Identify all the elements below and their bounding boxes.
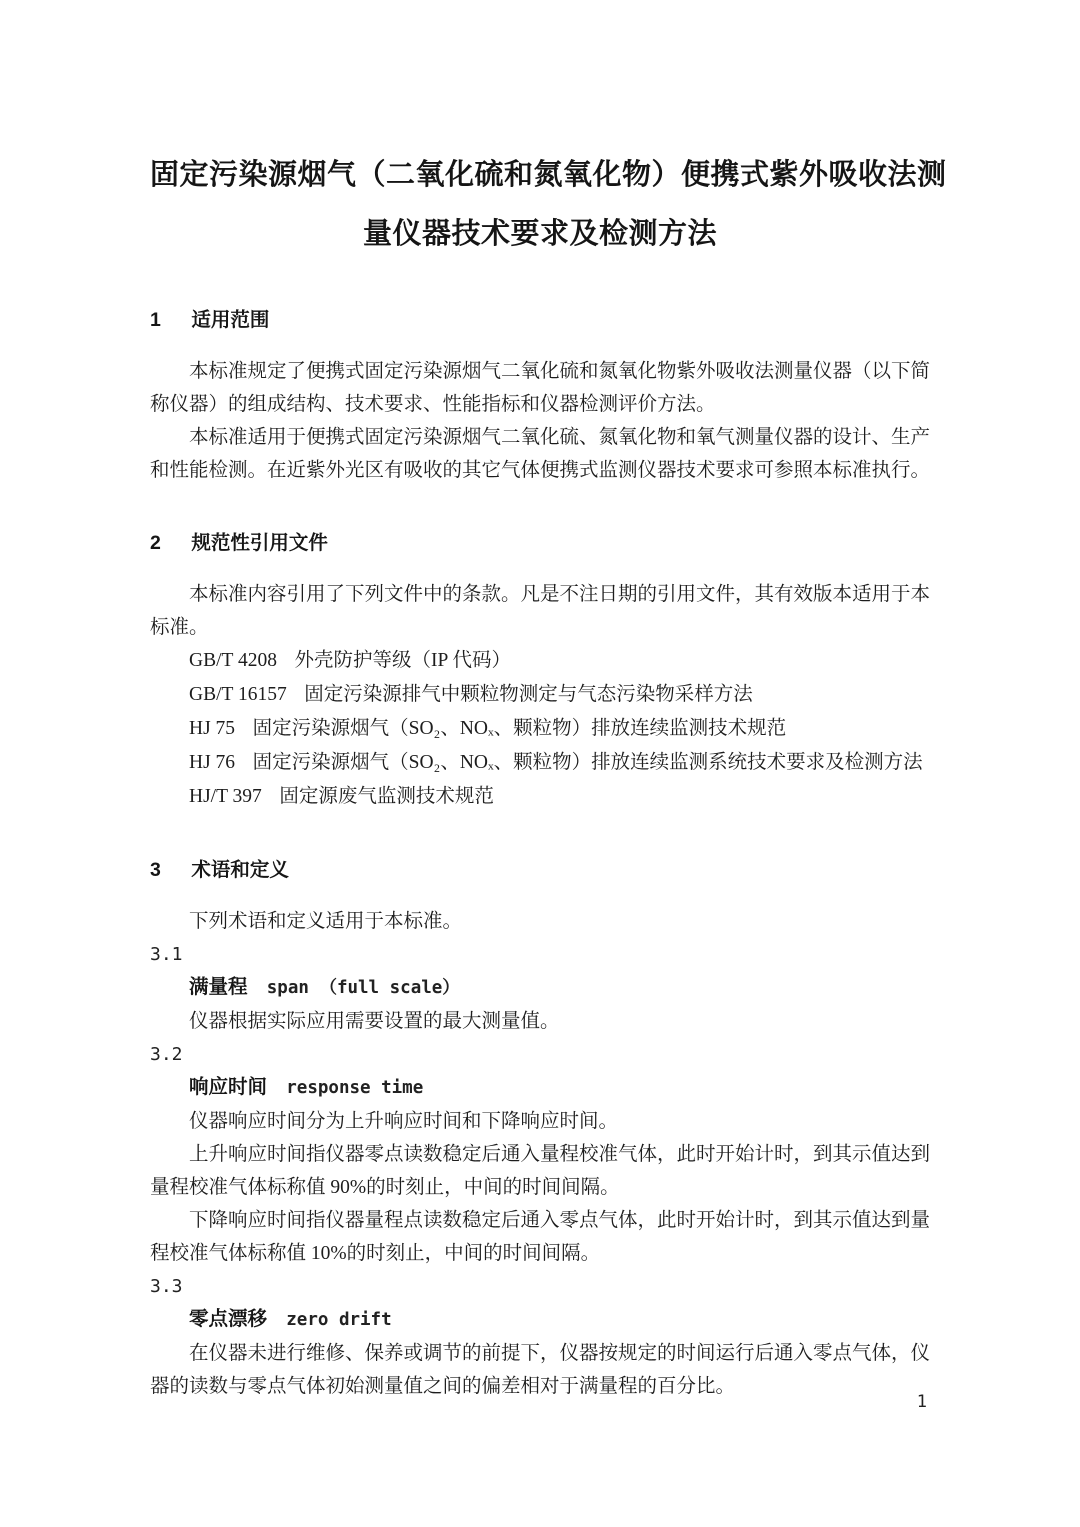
section-title: 适用范围 xyxy=(191,309,270,331)
term-entry xyxy=(150,938,930,1038)
terms-intro: 下列术语和定义适用于本标准。 xyxy=(189,911,463,932)
term-name-line xyxy=(150,1071,930,1105)
term-name-line xyxy=(150,1303,930,1337)
reference-title: 固定污染源烟气（SO₂、NOₓ、颗粒物）排放连续监测技术规范 xyxy=(252,718,787,739)
paragraph: 本标准适用于便携式固定污染源烟气二氧化硫、氮氧化物和氧气测量仪器的设计、生产和性能检测。在近紫外光区有吸收的其它气体便携式监测仪器技术要求可参照本标准执行。 xyxy=(150,427,931,481)
document-title-line-1: 固定污染源烟气（二氧化硫和氮氧化物）便携式紫外吸收法测 xyxy=(150,159,947,191)
clause-number: 3.3 xyxy=(150,1276,183,1297)
term-name-en: zero drift xyxy=(286,1310,392,1330)
term-name-zh: 满量程 xyxy=(189,976,248,998)
reference-id: HJ 75 xyxy=(189,718,236,739)
reference-item xyxy=(150,678,930,712)
section-normative-references xyxy=(150,527,930,814)
page-number: 1 xyxy=(916,1392,927,1412)
reference-list xyxy=(150,644,930,814)
term-entry xyxy=(150,1270,930,1403)
term-definition: 在仪器未进行维修、保养或调节的前提下，仪器按规定的时间运行后通入零点气体，仪器的读数与零点气体初始测量值之间的偏差相对于满量程的百分比。 xyxy=(150,1343,931,1397)
clause-number: 3.1 xyxy=(150,944,183,965)
reference-id: HJ/T 397 xyxy=(189,786,262,807)
reference-id: GB/T 16157 xyxy=(189,684,287,705)
reference-title: 固定污染源排气中颗粒物测定与气态污染物采样方法 xyxy=(304,684,753,705)
reference-id: GB/T 4208 xyxy=(189,650,277,671)
reference-item xyxy=(150,746,930,780)
section-terms-definitions xyxy=(150,854,930,1403)
section-terms-heading xyxy=(150,854,930,887)
term-name-en: response time xyxy=(286,1078,424,1098)
term-name-zh: 零点漂移 xyxy=(189,1308,268,1330)
term-definition: 下降响应时间指仪器量程点读数稳定后通入零点气体，此时开始计时，到其示值达到量程校准气体标称值 10%的时刻止，中间的时间间隔。 xyxy=(150,1210,931,1264)
section-number: 3 xyxy=(150,859,161,881)
term-name-zh: 响应时间 xyxy=(189,1076,268,1098)
document-title xyxy=(150,146,947,264)
reference-title: 固定污染源烟气（SO₂、NOₓ、颗粒物）排放连续监测系统技术要求及检测方法 xyxy=(252,752,923,773)
term-definition: 上升响应时间指仪器零点读数稳定后通入量程校准气体，此时开始计时，到其示值达到量程校准气体标称值 90%的时刻止，中间的时间间隔。 xyxy=(150,1144,931,1198)
clause-number: 3.2 xyxy=(150,1044,183,1065)
section-title: 规范性引用文件 xyxy=(191,532,328,554)
reference-item xyxy=(150,780,930,814)
section-scope xyxy=(150,304,930,487)
section-scope-heading xyxy=(150,304,930,337)
reference-item xyxy=(150,712,930,746)
section-number: 2 xyxy=(150,532,161,554)
term-name-line xyxy=(150,971,930,1005)
document-title-line-2: 量仪器技术要求及检测方法 xyxy=(362,218,717,250)
reference-id: HJ 76 xyxy=(189,752,236,773)
term-name-en: span （full scale） xyxy=(266,978,460,998)
reference-title: 固定源废气监测技术规范 xyxy=(279,786,494,807)
section-title: 术语和定义 xyxy=(191,859,289,881)
term-definition: 仪器响应时间分为上升响应时间和下降响应时间。 xyxy=(189,1111,619,1132)
section-number: 1 xyxy=(150,309,161,331)
paragraph: 本标准规定了便携式固定污染源烟气二氧化硫和氮氧化物紫外吸收法测量仪器（以下简称仪器）的组成结构、技术要求、性能指标和仪器检测评价方法。 xyxy=(150,361,931,415)
reference-title: 外壳防护等级（IP 代码） xyxy=(294,650,511,671)
term-definition: 仪器根据实际应用需要设置的最大测量值。 xyxy=(189,1011,560,1032)
paragraph: 本标准内容引用了下列文件中的条款。凡是不注日期的引用文件，其有效版本适用于本标准。 xyxy=(150,584,931,638)
reference-item xyxy=(150,644,930,678)
section-references-heading xyxy=(150,527,930,560)
term-entry xyxy=(150,1038,930,1270)
